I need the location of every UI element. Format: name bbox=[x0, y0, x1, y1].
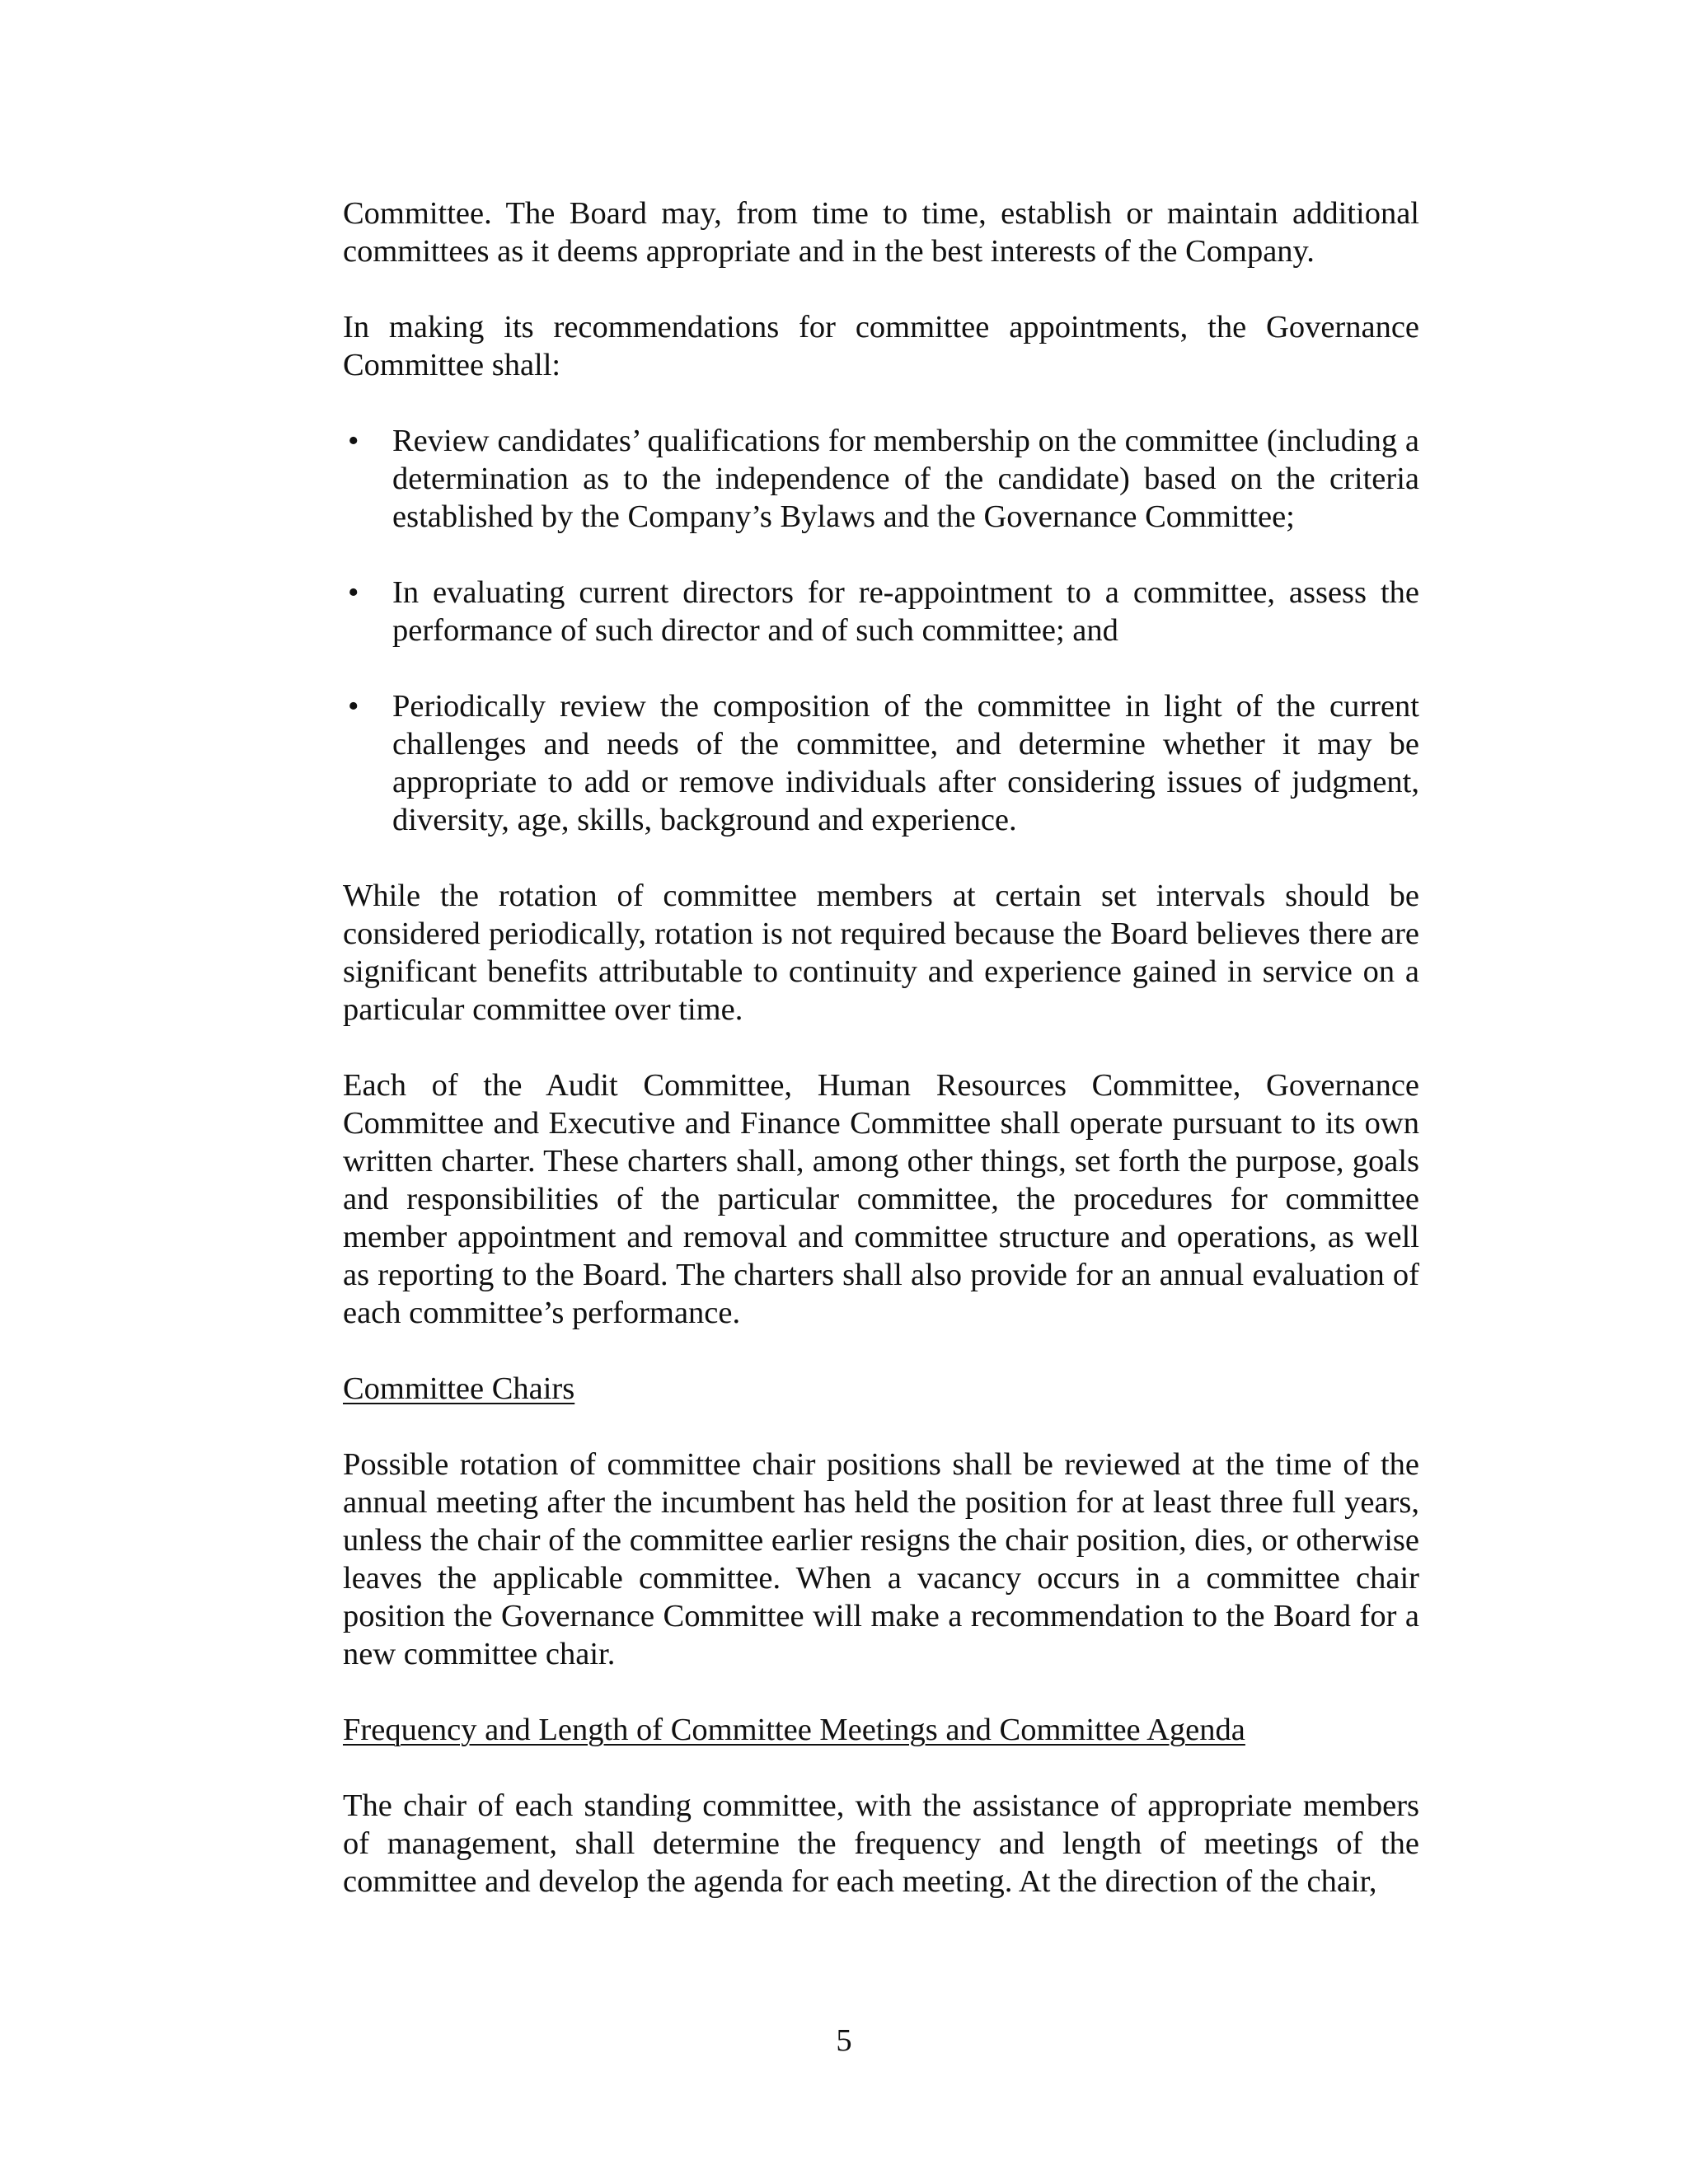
section-heading-committee-chairs: Committee Chairs bbox=[343, 1371, 575, 1406]
paragraph-committee-chairs: Possible rotation of committee chair positions shall be reviewed at the time of the annual meeting after the incumbent has held the position for at least three full years, unless the chair of the committee earlier resigns the chair position, dies, or otherwise leaves the applicable committee. When a vacancy occurs in a committee chair position the Governance Committee will make a recommendation to the Board for a new committee chair. bbox=[343, 1447, 1419, 1671]
list-item bbox=[343, 687, 1419, 839]
list-item-text: Periodically review the composition of the committee in light of the current challenges and needs of the committee, and determine whether it may be appropriate to add or remove individuals after considering issues of judgment, diversity, age, skills, background and experience. bbox=[392, 689, 1419, 837]
list-item-text: Review candidates’ qualifications for membership on the committee (including a determination as to the independence of the candidate) based on the criteria established by the Company’s Bylaws and the Governance Committee; bbox=[392, 424, 1419, 534]
page-number: 5 bbox=[836, 2023, 852, 2058]
list-item bbox=[343, 574, 1419, 649]
document-page bbox=[343, 194, 1419, 1900]
paragraph-recommendations-intro: In making its recommendations for committee appointments, the Governance Committee shall: bbox=[343, 310, 1419, 382]
paragraph-additional-committees: Committee. The Board may, from time to time, establish or maintain additional committees as it deems appropriate and in the best interests of the Company. bbox=[343, 196, 1419, 269]
bullet-icon: • bbox=[348, 689, 359, 724]
section-heading-meetings: Frequency and Length of Committee Meetings and Committee Agenda bbox=[343, 1713, 1245, 1747]
paragraph-rotation: While the rotation of committee members at certain set intervals should be considered periodically, rotation is not required because the Board believes there are significant benefits attributable to continuity and experience gained in service on a particular committee over time. bbox=[343, 879, 1419, 1027]
bullet-icon: • bbox=[348, 575, 359, 610]
bullet-icon: • bbox=[348, 424, 359, 458]
governance-duties-list bbox=[343, 422, 1419, 839]
paragraph-meetings: The chair of each standing committee, with the assistance of appropriate members of management, shall determine the frequency and length of meetings of the committee and develop the agenda for each meeting. At the direction of the chair, bbox=[343, 1788, 1419, 1899]
list-item-text: In evaluating current directors for re-appointment to a committee, assess the performance of such director and of such committee; and bbox=[392, 575, 1419, 648]
list-item bbox=[343, 422, 1419, 536]
paragraph-charters: Each of the Audit Committee, Human Resources Committee, Governance Committee and Executive and Finance Committee shall operate pursuant to its own written charter. These charters shall, among other things, set forth the purpose, goals and responsibilities of the particular committee, the procedures for committee member appointment and removal and committee structure and operations, as well as reporting to the Board. The charters shall also provide for an annual evaluation of each committee’s performance. bbox=[343, 1068, 1419, 1330]
